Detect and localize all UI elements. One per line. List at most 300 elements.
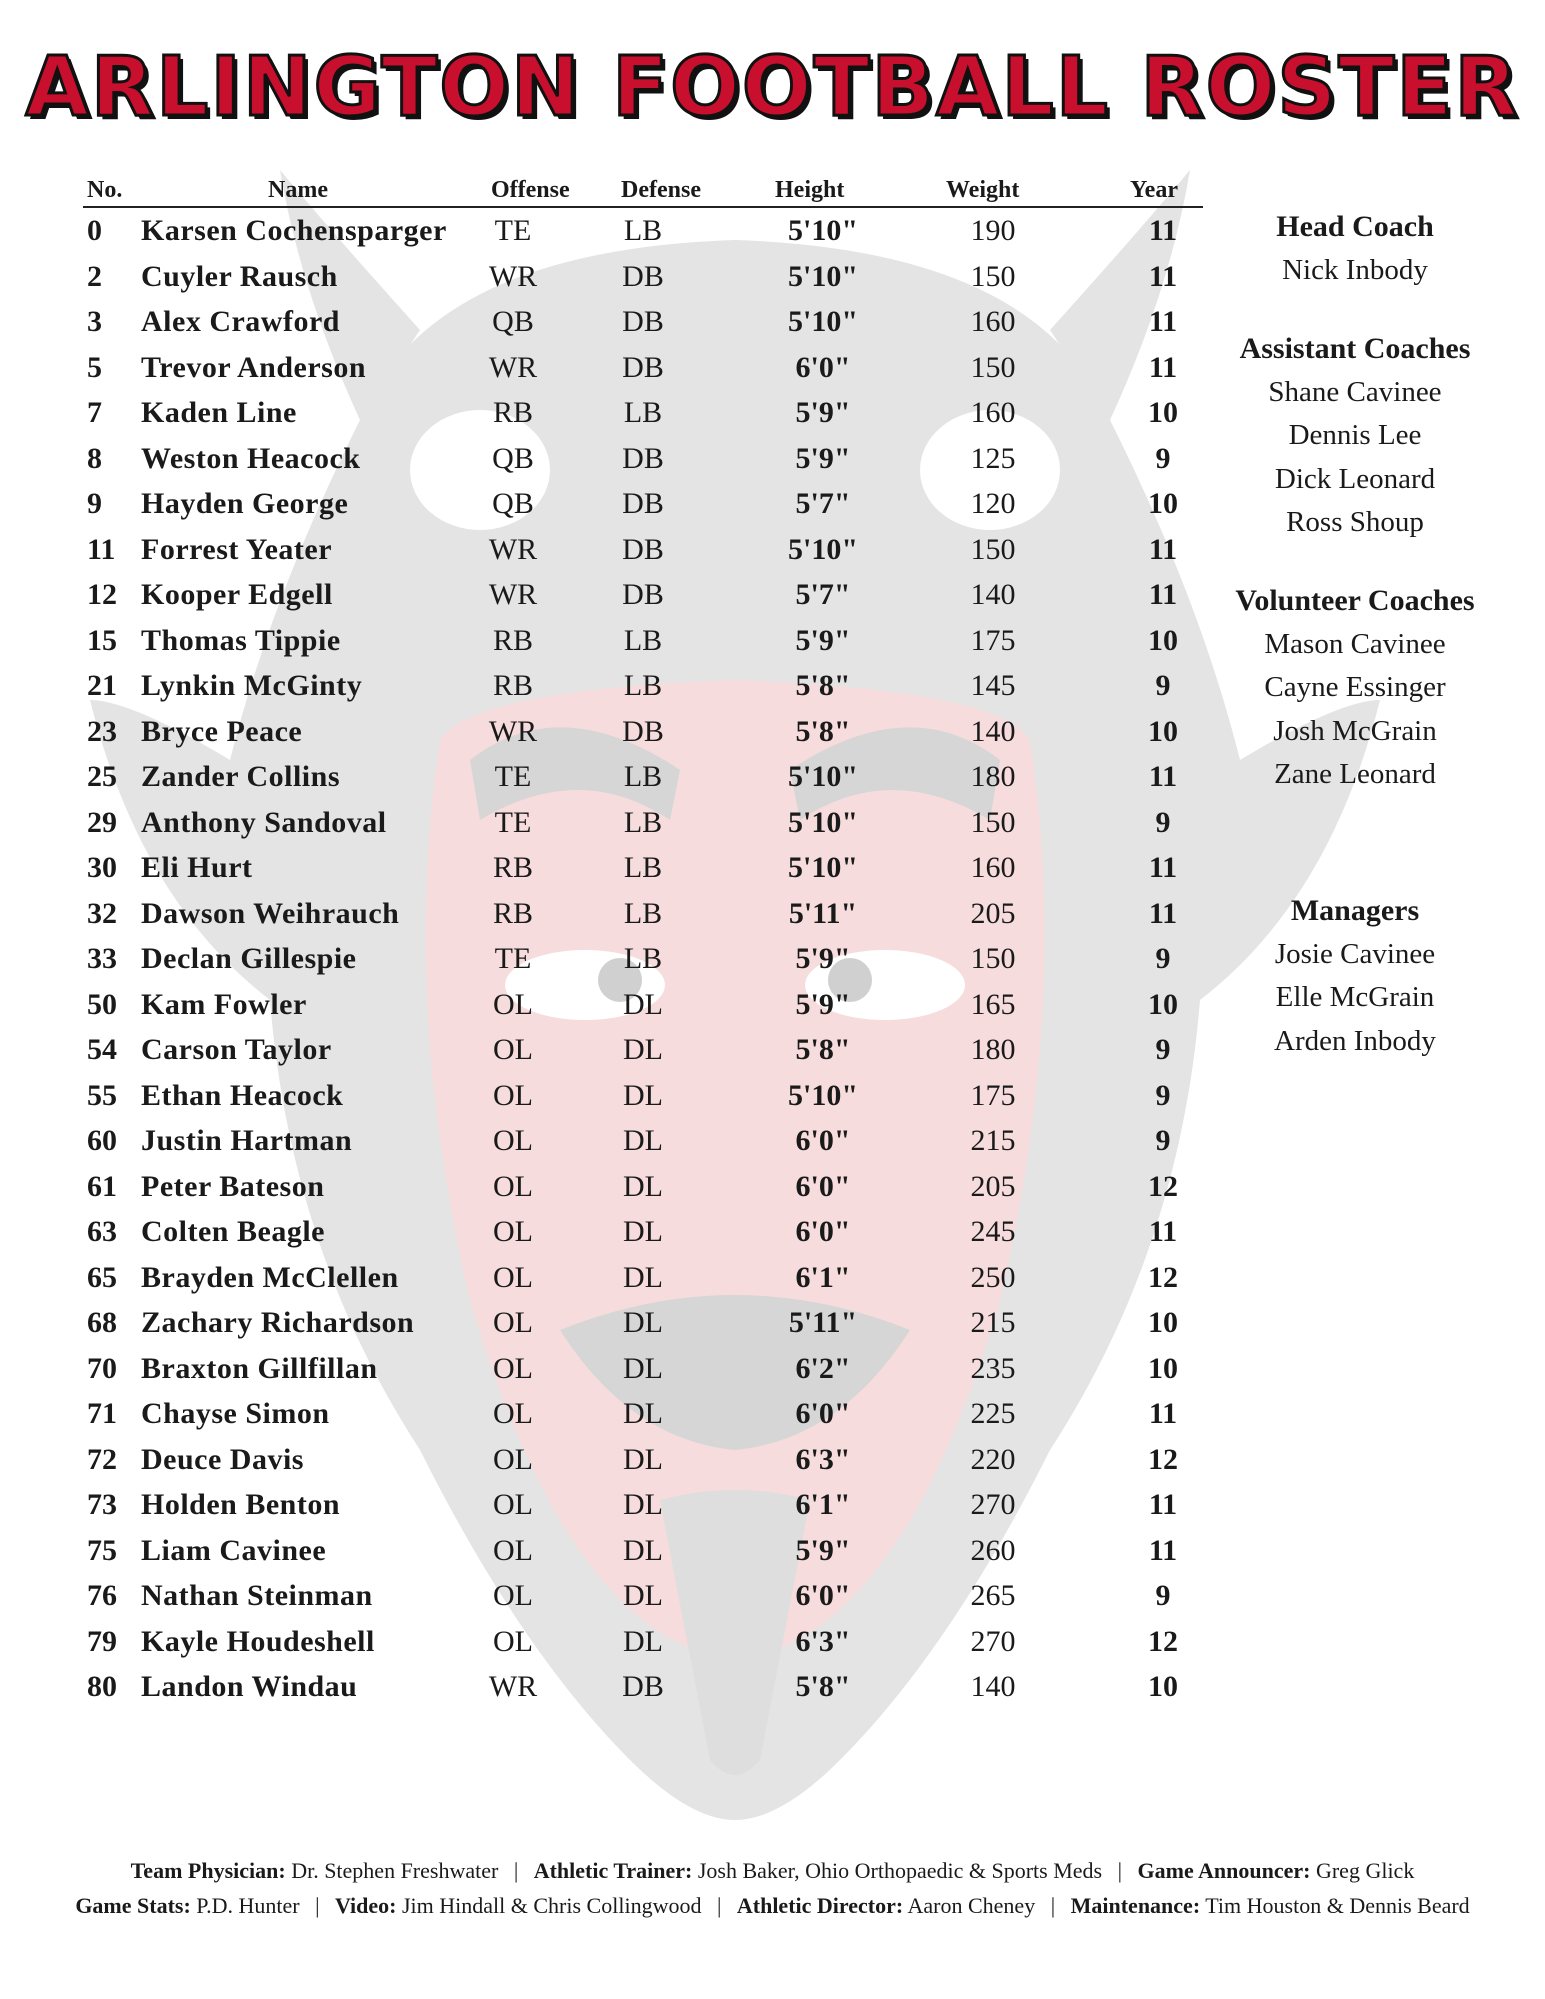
player-offense: OL [493, 1124, 533, 1157]
player-name: Thomas Tippie [141, 623, 341, 657]
player-number: 72 [87, 1442, 117, 1476]
player-year: 9 [1155, 441, 1171, 475]
player-height: 6'3" [795, 1624, 851, 1658]
staff-member-name: Nick Inbody [1282, 254, 1428, 286]
player-name: Deuce Davis [141, 1442, 304, 1476]
coaching-staff [1215, 205, 1495, 1097]
player-height: 5'8" [795, 714, 851, 748]
player-offense: QB [492, 305, 534, 338]
player-weight: 260 [970, 1533, 1016, 1567]
volunteer-coaches-group [1215, 579, 1495, 797]
assistant-coaches-title: Assistant Coaches [1239, 331, 1471, 365]
player-name: Anthony Sandoval [141, 805, 387, 839]
player-name: Colten Beagle [141, 1215, 325, 1248]
player-height: 5'9" [795, 396, 851, 429]
player-number: 8 [87, 441, 102, 475]
header-year: Year [1130, 177, 1178, 203]
player-height: 5'10" [788, 305, 858, 338]
player-offense: WR [488, 350, 538, 384]
player-year: 11 [1148, 1488, 1178, 1521]
player-weight: 175 [970, 623, 1016, 657]
roster-row [83, 1209, 1203, 1255]
player-weight: 180 [970, 760, 1016, 793]
player-defense: DL [623, 1488, 663, 1521]
player-number: 54 [87, 1033, 117, 1066]
roster-row [83, 1664, 1203, 1710]
roster-row [83, 891, 1203, 937]
footer-line-2 [0, 1893, 1545, 1919]
player-height: 5'10" [788, 805, 858, 839]
player-defense: DL [623, 1033, 663, 1066]
player-weight: 215 [970, 1124, 1016, 1157]
player-height: 6'0" [795, 1169, 851, 1203]
player-offense: TE [494, 214, 532, 247]
player-defense: LB [623, 760, 663, 793]
player-year: 9 [1155, 942, 1171, 975]
player-height: 5'9" [795, 942, 851, 975]
player-height: 5'10" [788, 259, 858, 293]
player-defense: LB [623, 896, 663, 930]
player-offense: OL [493, 1169, 533, 1203]
player-height: 6'0" [795, 1397, 851, 1430]
athletic-director-value: Aaron Cheney [907, 1893, 1036, 1918]
player-name: Kayle Houdeshell [141, 1624, 375, 1658]
physician-label: Team Physician: [130, 1858, 286, 1883]
player-weight: 265 [970, 1579, 1016, 1612]
maintenance-label: Maintenance: [1070, 1893, 1201, 1918]
player-name: Kaden Line [141, 396, 297, 429]
player-height: 5'9" [795, 1533, 851, 1567]
player-year: 11 [1148, 350, 1178, 384]
player-number: 68 [87, 1306, 117, 1339]
player-name: Hayden George [141, 487, 349, 520]
player-year: 11 [1148, 1215, 1178, 1248]
player-weight: 140 [970, 1670, 1016, 1703]
player-height: 5'10" [788, 1078, 858, 1112]
player-weight: 150 [970, 805, 1016, 839]
roster-row [83, 982, 1203, 1028]
player-number: 60 [87, 1124, 117, 1157]
player-number: 32 [87, 896, 117, 930]
video-label: Video: [334, 1893, 397, 1918]
player-name: Braxton Gillfillan [141, 1351, 378, 1385]
player-name: Trevor Anderson [141, 350, 367, 384]
player-weight: 150 [970, 942, 1016, 975]
player-offense: OL [493, 987, 533, 1021]
player-height: 5'10" [788, 760, 858, 793]
player-height: 5'9" [795, 441, 851, 475]
player-weight: 125 [970, 441, 1016, 475]
player-defense: DB [622, 714, 664, 748]
player-defense: DB [622, 350, 664, 384]
footer-separator: | [315, 1893, 320, 1918]
player-name: Liam Cavinee [141, 1533, 327, 1567]
roster-row [83, 1619, 1203, 1665]
player-number: 76 [87, 1579, 117, 1612]
player-year: 11 [1148, 532, 1178, 566]
player-number: 63 [87, 1215, 117, 1248]
player-offense: OL [493, 1306, 533, 1339]
roster-row [83, 663, 1203, 709]
player-weight: 220 [970, 1442, 1016, 1476]
player-name: Kooper Edgell [141, 578, 333, 611]
player-name: Peter Bateson [141, 1169, 325, 1203]
managers-title: Managers [1290, 893, 1420, 927]
head-coach-group [1215, 205, 1495, 293]
player-name: Eli Hurt [141, 851, 253, 884]
staff-member-name: Elle McGrain [1275, 981, 1435, 1013]
player-weight: 270 [970, 1488, 1016, 1521]
player-number: 29 [87, 805, 117, 839]
staff-member-name: Dennis Lee [1288, 419, 1422, 451]
roster-row [83, 527, 1203, 573]
player-defense: LB [623, 805, 663, 839]
player-weight: 150 [970, 350, 1016, 384]
roster-header-row [83, 174, 1203, 208]
player-name: Nathan Steinman [141, 1579, 373, 1612]
roster-row [83, 436, 1203, 482]
player-weight: 140 [970, 714, 1016, 748]
player-offense: TE [494, 760, 532, 793]
player-defense: DL [623, 1579, 663, 1612]
player-height: 5'10" [788, 532, 858, 566]
player-offense: RB [492, 396, 534, 429]
player-height: 5'11" [788, 1306, 858, 1339]
player-name: Ethan Heacock [141, 1078, 344, 1112]
player-number: 0 [87, 214, 102, 247]
player-defense: DL [623, 1260, 663, 1294]
player-height: 6'0" [795, 350, 851, 384]
player-number: 23 [87, 714, 117, 748]
footer-separator: | [716, 1893, 722, 1918]
volunteer-coaches-title: Volunteer Coaches [1235, 583, 1475, 617]
player-name: Dawson Weihrauch [141, 896, 400, 930]
player-offense: OL [493, 1033, 533, 1066]
player-defense: DB [622, 305, 664, 338]
staff-member-name: Arden Inbody [1274, 1024, 1436, 1057]
player-weight: 160 [970, 851, 1016, 884]
player-year: 10 [1148, 987, 1178, 1021]
player-weight: 215 [970, 1306, 1016, 1339]
player-name: Karsen Cochensparger [141, 214, 447, 247]
player-name: Bryce Peace [141, 714, 303, 748]
player-number: 30 [87, 851, 117, 884]
player-height: 6'2" [795, 1351, 851, 1385]
player-name: Declan Gillespie [141, 942, 357, 975]
player-number: 3 [87, 305, 102, 338]
player-name: Lynkin McGinty [141, 669, 363, 702]
player-offense: OL [493, 1397, 533, 1430]
staff-member-name: Josie Cavinee [1274, 937, 1436, 970]
player-year: 9 [1155, 1579, 1171, 1612]
player-defense: DL [623, 1533, 663, 1567]
player-year: 10 [1148, 623, 1178, 657]
player-number: 80 [87, 1670, 117, 1703]
player-height: 6'0" [795, 1124, 851, 1157]
player-year: 12 [1148, 1442, 1178, 1476]
head-coach-title: Head Coach [1276, 210, 1434, 243]
player-year: 11 [1148, 1533, 1178, 1567]
roster-row [83, 1482, 1203, 1528]
player-offense: TE [494, 805, 532, 839]
player-number: 11 [87, 532, 116, 566]
roster-row [83, 1118, 1203, 1164]
player-year: 12 [1148, 1624, 1178, 1658]
player-weight: 120 [970, 487, 1016, 520]
stats-label: Game Stats: [75, 1893, 191, 1918]
player-defense: DB [622, 532, 664, 566]
player-offense: OL [493, 1260, 533, 1294]
player-defense: DL [623, 1624, 663, 1658]
player-year: 10 [1148, 396, 1178, 429]
player-year: 10 [1148, 487, 1178, 520]
player-defense: DB [622, 259, 664, 293]
footer-separator: | [1117, 1858, 1123, 1883]
player-offense: WR [488, 259, 538, 293]
player-defense: LB [623, 214, 663, 247]
player-year: 9 [1155, 1033, 1171, 1066]
player-year: 11 [1148, 760, 1178, 793]
player-defense: DL [623, 1397, 663, 1430]
staff-member-name: Josh McGrain [1273, 714, 1437, 747]
player-defense: LB [623, 942, 663, 975]
player-weight: 165 [970, 987, 1016, 1021]
player-weight: 205 [970, 896, 1016, 930]
player-weight: 150 [970, 259, 1016, 293]
player-number: 9 [87, 487, 102, 520]
player-height: 5'8" [795, 1670, 851, 1703]
player-defense: DL [623, 1215, 663, 1248]
roster-row [83, 1164, 1203, 1210]
player-name: Cuyler Rausch [141, 259, 338, 293]
player-year: 12 [1148, 1169, 1178, 1203]
player-number: 71 [87, 1397, 117, 1430]
player-weight: 190 [970, 214, 1016, 247]
player-offense: OL [493, 1215, 533, 1248]
roster-row [83, 936, 1203, 982]
player-year: 10 [1148, 1351, 1178, 1385]
roster-row [83, 1300, 1203, 1346]
player-defense: DL [623, 987, 663, 1021]
player-name: Chayse Simon [141, 1397, 330, 1430]
roster-row [83, 1437, 1203, 1483]
roster-row [83, 1391, 1203, 1437]
roster-row [83, 800, 1203, 846]
player-year: 11 [1148, 259, 1178, 293]
footer-separator: | [1050, 1893, 1056, 1918]
player-year: 12 [1148, 1260, 1178, 1294]
player-number: 33 [87, 942, 117, 975]
player-weight: 180 [970, 1033, 1016, 1066]
player-height: 5'7" [795, 578, 851, 611]
staff-member-name: Ross Shoup [1286, 506, 1424, 538]
player-offense: WR [488, 1670, 538, 1703]
player-weight: 175 [970, 1078, 1016, 1112]
player-height: 5'10" [788, 214, 858, 247]
player-offense: RB [492, 669, 534, 702]
player-defense: DB [622, 487, 664, 520]
player-height: 6'1" [795, 1260, 851, 1294]
player-number: 79 [87, 1624, 117, 1658]
player-name: Kam Fowler [141, 987, 307, 1021]
player-weight: 225 [970, 1397, 1016, 1430]
player-year: 10 [1148, 1670, 1178, 1703]
player-defense: DL [623, 1124, 663, 1157]
player-defense: DB [622, 441, 664, 475]
player-offense: WR [488, 578, 538, 611]
staff-member-name: Dick Leonard [1274, 462, 1436, 495]
staff-member-name: Mason Cavinee [1264, 627, 1446, 660]
player-number: 12 [87, 578, 117, 611]
footer-line-1 [0, 1858, 1545, 1884]
player-offense: QB [492, 441, 534, 475]
staff-member-name: Zane Leonard [1274, 758, 1436, 790]
player-height: 5'8" [795, 1033, 851, 1066]
player-offense: WR [488, 532, 538, 566]
player-height: 5'10" [788, 851, 858, 884]
player-year: 11 [1148, 305, 1178, 338]
player-name: Zachary Richardson [141, 1306, 415, 1339]
player-weight: 160 [970, 305, 1016, 338]
player-offense: OL [493, 1579, 533, 1612]
roster-row [83, 299, 1203, 345]
header-name: Name [268, 177, 328, 203]
player-number: 61 [87, 1169, 117, 1203]
roster-table [83, 208, 1203, 1710]
roster-row [83, 345, 1203, 391]
player-height: 6'3" [795, 1442, 851, 1476]
roster-row [83, 709, 1203, 755]
player-number: 73 [87, 1488, 117, 1521]
player-defense: DL [623, 1306, 663, 1339]
player-year: 10 [1148, 714, 1178, 748]
player-year: 9 [1155, 1124, 1171, 1157]
header-no: No. [87, 177, 123, 203]
player-offense: OL [493, 1624, 533, 1658]
player-number: 25 [87, 760, 117, 793]
header-defense: Defense [621, 177, 701, 203]
roster-row [83, 845, 1203, 891]
roster-row [83, 1346, 1203, 1392]
announcer-label: Game Announcer: [1137, 1858, 1311, 1883]
player-defense: LB [623, 851, 663, 884]
player-weight: 245 [970, 1215, 1016, 1248]
player-height: 5'9" [795, 987, 851, 1021]
player-number: 7 [87, 396, 102, 429]
stats-value: P.D. Hunter [196, 1893, 300, 1918]
player-offense: OL [493, 1442, 533, 1476]
player-offense: RB [492, 896, 534, 930]
assistant-coaches-group [1215, 327, 1495, 545]
player-name: Justin Hartman [141, 1124, 353, 1157]
player-offense: OL [493, 1078, 533, 1112]
header-weight: Weight [946, 177, 1020, 203]
header-height: Height [775, 177, 845, 203]
player-height: 5'11" [788, 896, 858, 930]
player-offense: RB [492, 623, 534, 657]
roster-row [83, 481, 1203, 527]
player-offense: QB [492, 487, 534, 520]
player-year: 11 [1148, 896, 1178, 930]
player-number: 70 [87, 1351, 117, 1385]
roster-row [83, 754, 1203, 800]
player-weight: 160 [970, 396, 1016, 429]
player-weight: 140 [970, 578, 1016, 611]
physician-value: Dr. Stephen Freshwater [291, 1858, 499, 1883]
player-number: 55 [87, 1078, 117, 1112]
player-year: 11 [1148, 1397, 1178, 1430]
roster-row [83, 1528, 1203, 1574]
player-defense: DL [623, 1078, 663, 1112]
player-height: 5'8" [795, 669, 851, 702]
roster-row [83, 390, 1203, 436]
player-name: Brayden McClellen [141, 1260, 399, 1294]
player-height: 6'1" [795, 1488, 851, 1521]
player-number: 75 [87, 1533, 117, 1567]
announcer-value: Greg Glick [1315, 1858, 1415, 1883]
roster-row [83, 572, 1203, 618]
page-title: ARLINGTON FOOTBALL ROSTER [25, 40, 1520, 135]
player-year: 9 [1155, 805, 1171, 839]
player-name: Landon Windau [141, 1670, 358, 1703]
player-number: 2 [87, 259, 102, 293]
player-offense: OL [493, 1488, 533, 1521]
player-height: 5'9" [795, 623, 851, 657]
roster-row [83, 1255, 1203, 1301]
maintenance-value: Tim Houston & Dennis Beard [1205, 1893, 1470, 1918]
player-weight: 150 [970, 532, 1016, 566]
player-offense: TE [494, 942, 532, 975]
player-defense: DB [622, 1670, 664, 1703]
player-number: 21 [87, 669, 117, 702]
player-height: 6'0" [795, 1215, 851, 1248]
player-year: 11 [1148, 214, 1178, 247]
player-weight: 145 [970, 669, 1016, 702]
trainer-value: Josh Baker, Ohio Orthopaedic & Sports Meds [697, 1858, 1103, 1883]
roster-row [83, 1073, 1203, 1119]
player-weight: 250 [970, 1260, 1016, 1294]
player-name: Weston Heacock [141, 441, 361, 475]
roster-row [83, 1573, 1203, 1619]
player-offense: OL [493, 1533, 533, 1567]
player-name: Forrest Yeater [141, 532, 333, 566]
athletic-director-label: Athletic Director: [736, 1893, 904, 1918]
player-number: 50 [87, 987, 117, 1021]
roster-row [83, 618, 1203, 664]
footer-separator: | [513, 1858, 519, 1883]
staff-member-name: Shane Cavinee [1268, 375, 1442, 408]
player-offense: RB [492, 851, 534, 884]
player-name: Alex Crawford [141, 305, 340, 338]
player-weight: 270 [970, 1624, 1016, 1658]
player-name: Carson Taylor [141, 1033, 332, 1066]
player-year: 9 [1155, 669, 1171, 702]
player-defense: DL [623, 1351, 663, 1385]
managers-group [1215, 889, 1495, 1064]
player-height: 6'0" [795, 1579, 851, 1612]
player-defense: DB [622, 578, 664, 611]
player-height: 5'7" [795, 487, 851, 520]
player-number: 5 [87, 350, 102, 384]
player-name: Zander Collins [141, 760, 340, 793]
header-offense: Offense [491, 177, 570, 203]
player-defense: LB [623, 623, 663, 657]
video-value: Jim Hindall & Chris Collingwood [402, 1893, 702, 1918]
player-defense: LB [623, 396, 663, 429]
player-offense: OL [493, 1351, 533, 1385]
roster-row [83, 254, 1203, 300]
player-year: 11 [1148, 578, 1178, 611]
